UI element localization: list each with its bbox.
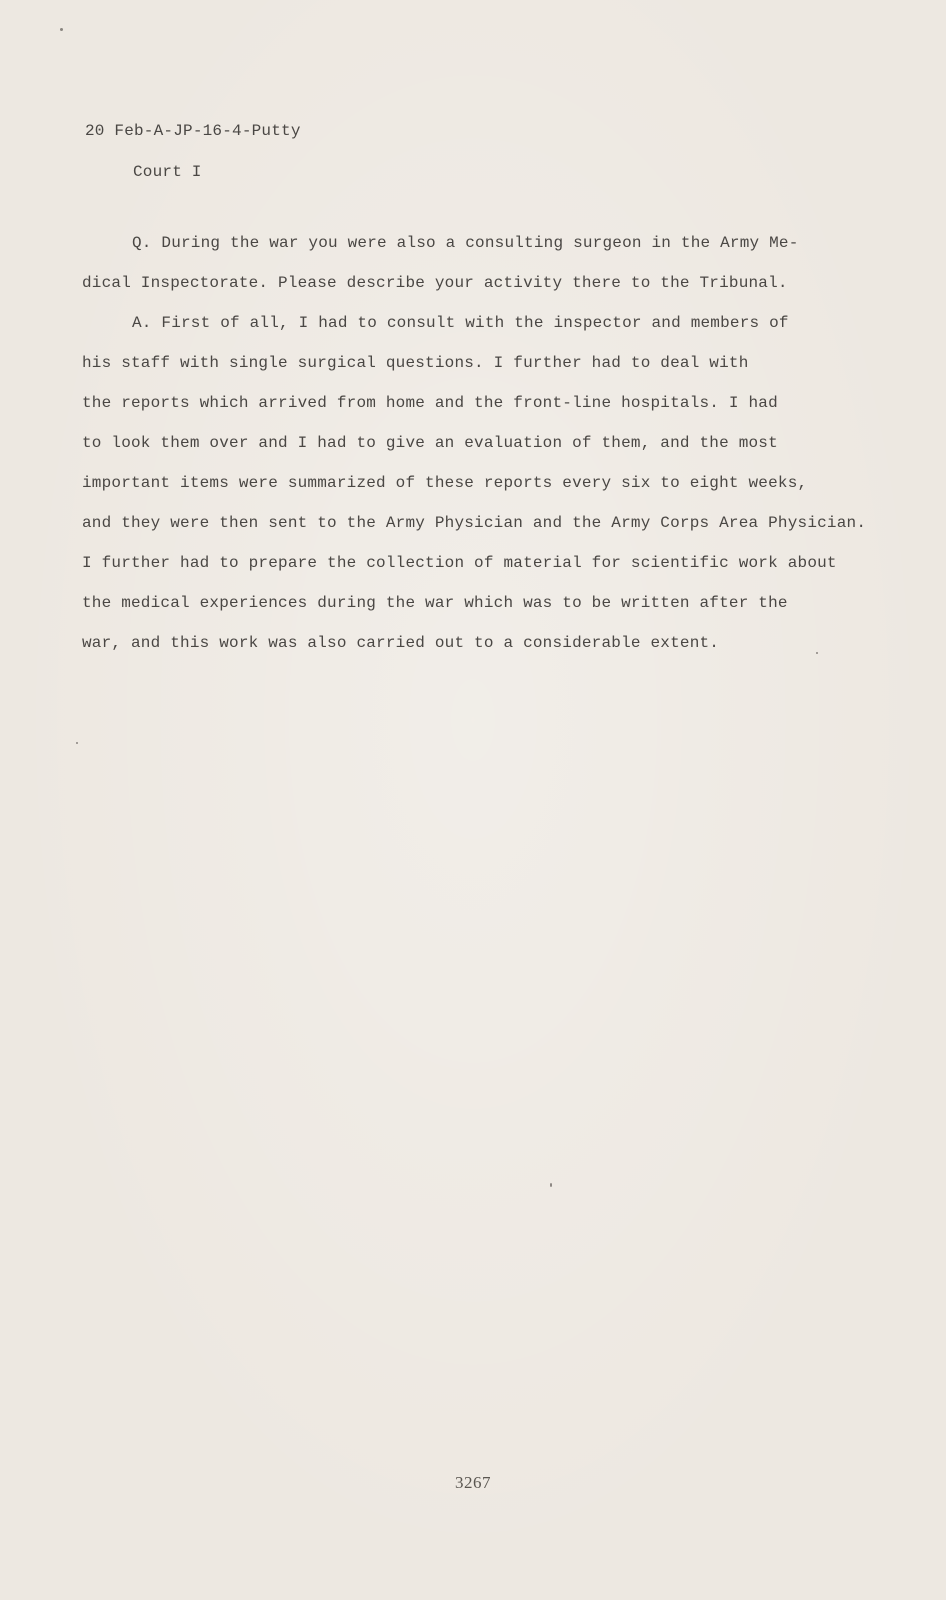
text-line: to look them over and I had to give an evaluation of them, and the most — [82, 434, 778, 452]
paper-speck — [816, 652, 818, 654]
text-line: war, and this work was also carried out to a considerable extent. — [82, 634, 720, 652]
court-label: Court I — [133, 163, 202, 181]
paper-speck — [76, 742, 78, 744]
paper-speck — [550, 1183, 552, 1187]
text-line: the medical experiences during the war which was to be written after the — [82, 594, 788, 612]
paper-speck — [60, 28, 63, 31]
text-line: dical Inspectorate. Please describe your activity there to the Tribunal. — [82, 274, 788, 292]
text-line: the reports which arrived from home and the front-line hospitals. I had — [82, 394, 778, 412]
text-line: A. First of all, I had to consult with the inspector and members of — [132, 314, 789, 332]
text-line: important items were summarized of these reports every six to eight weeks, — [82, 474, 808, 492]
document-id: 20 Feb-A-JP-16-4-Putty — [85, 122, 301, 140]
text-line: his staff with single surgical questions. I further had to deal with — [82, 354, 749, 372]
text-line: Q. During the war you were also a consulting surgeon in the Army Me- — [132, 234, 799, 252]
text-line: I further had to prepare the collection of material for scientific work about — [82, 554, 837, 572]
text-line: and they were then sent to the Army Physician and the Army Corps Area Physician. — [82, 514, 867, 532]
transcript-body — [82, 223, 902, 663]
page-number: 3267 — [455, 1473, 491, 1492]
